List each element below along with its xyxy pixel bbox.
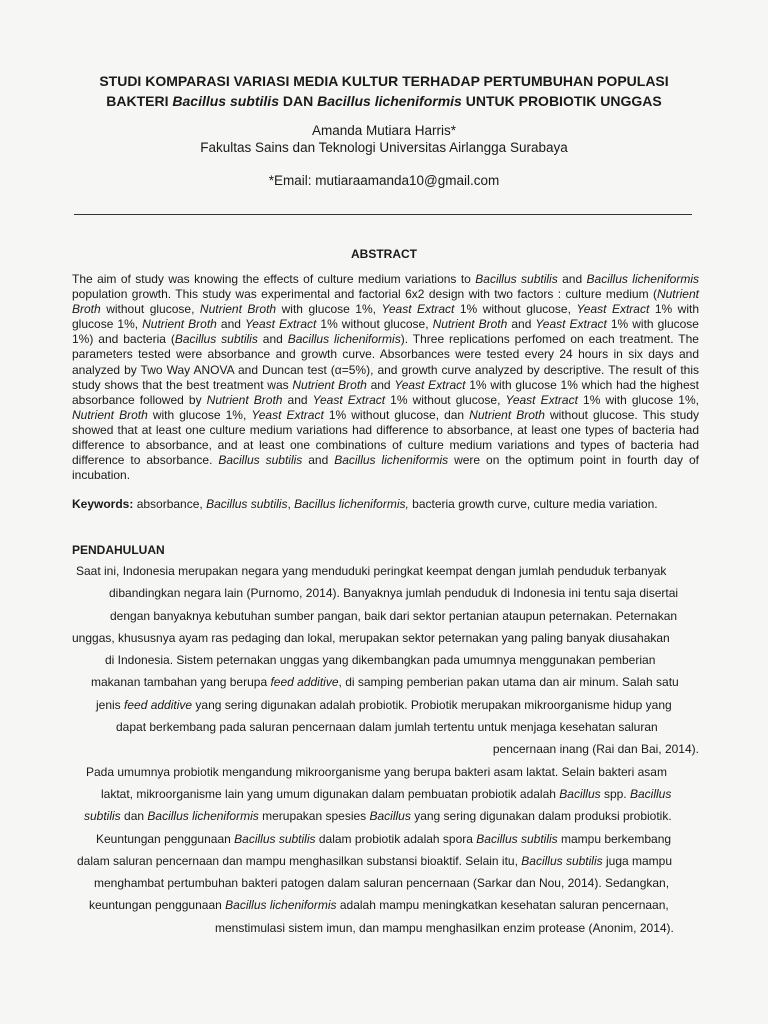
text-run: 1% without glucose,	[454, 302, 577, 317]
text-run: merupakan spesies	[258, 809, 370, 824]
italic-term: Yeast Extract	[394, 377, 466, 392]
abstract-heading: ABSTRACT	[351, 247, 417, 261]
body-line	[72, 917, 699, 939]
text-run: without glucose. This study showed that at least one culture medium variations had difference to absorbance, at least one types of bacteria had difference to absorbance, and at least one combinations of culture medium variations and types of bacteria had difference to absorbance.	[72, 407, 699, 468]
italic-term: Bacillus licheniformis	[334, 453, 449, 468]
text-run: spp.	[600, 786, 630, 801]
italic-term: Bacillus subtilis	[234, 831, 316, 846]
italic-term: Bacillus subtilis	[174, 332, 258, 347]
author-affiliation: Fakultas Sains dan Teknologi Universitas Airlangga Surabaya	[200, 140, 568, 155]
text-run: dalam saluran pencernaan dan mampu menghasilkan substansi bioaktif. Selain itu,	[77, 853, 522, 868]
text-run: 1% without glucose, dan	[323, 407, 470, 422]
italic-term: Nutrient Broth	[142, 317, 217, 332]
text-run: dengan banyaknya kebutuhan sumber pangan, baik dari sektor pertanian ataupun peternakan. Peternakan	[110, 608, 678, 623]
body-line	[72, 738, 699, 760]
text-run: menstimulasi sistem imun, dan mampu menghasilkan enzim protease (Anonim, 2014).	[215, 920, 674, 935]
body-line	[72, 560, 699, 582]
text-run: and	[366, 377, 395, 392]
body-line	[72, 761, 699, 783]
italic-term: Bacillus licheniformis	[287, 332, 401, 347]
text-run: 1% without glucose,	[316, 317, 433, 332]
text-run: 1% with glucose 1%,	[577, 392, 699, 407]
italic-term: Bacillus	[369, 809, 411, 824]
body-line	[72, 649, 699, 671]
text-run: without glucose,	[100, 302, 200, 317]
keywords-line	[72, 496, 699, 512]
italic-term: Bacillus subtilis	[475, 272, 558, 286]
text-run: , di samping pemberian pakan utama dan air minum. Salah satu	[338, 675, 679, 690]
text-run: bacteria growth curve, culture media variation.	[408, 497, 658, 511]
italic-term: Nutrient Broth	[206, 392, 283, 407]
italic-term: Bacillus subtilis	[206, 497, 288, 511]
text-run: with glucose 1%,	[276, 302, 382, 317]
text-run: makanan tambahan yang berupa	[91, 675, 271, 690]
text-run: menghambat pertumbuhan bakteri patogen dalam saluran pencernaan (Sarkar dan Nou, 2014). Sedangkan,	[94, 876, 670, 891]
italic-term: Nutrient Broth	[199, 302, 277, 317]
introduction-body	[72, 560, 699, 939]
text-run: absorbance,	[133, 497, 207, 511]
italic-term: Yeast Extract	[381, 302, 455, 317]
italic-term: Nutrient Broth	[72, 407, 148, 422]
italic-term: Bacillus subtilis	[476, 831, 558, 846]
italic-term: Nutrient Broth	[72, 287, 699, 317]
text-run: and	[302, 453, 335, 468]
italic-term: feed additive	[270, 675, 339, 690]
italic-term: Bacillus	[629, 786, 672, 801]
italic-term: feed additive	[124, 697, 193, 712]
text-run: adalah mampu meningkatkan kesehatan saluran pencernaan,	[336, 898, 669, 913]
body-line	[72, 894, 699, 916]
text-run: and	[557, 272, 587, 286]
body-line	[72, 605, 699, 627]
text-run: were on the optimum point in fourth day of incubation.	[72, 453, 699, 483]
italic-term: Bacillus licheniformis,	[294, 497, 409, 511]
text-run: 1% without glucose,	[385, 392, 506, 407]
text-run: yang sering digunakan dalam produksi probiotik.	[410, 809, 672, 824]
text-run: juga mampu	[602, 853, 673, 868]
text-run: Pada umumnya probiotik mengandung mikroorganisme yang berupa bakteri asam laktat. Selain bakteri asam	[86, 764, 667, 779]
italic-term: Bacillus licheniformis	[586, 272, 699, 286]
italic-term: Yeast Extract	[312, 392, 386, 407]
text-run: dan	[120, 809, 148, 824]
text-run: dalam probiotik adalah spora	[315, 831, 477, 846]
text-run: 1% with glucose 1%) and bacteria (	[72, 317, 699, 347]
text-run: Keuntungan penggunaan	[96, 831, 235, 846]
text-run: di Indonesia. Sistem peternakan unggas yang dikembangkan pada umumnya menggunakan pemberian	[105, 653, 656, 668]
text-run: laktat, mikroorganisme lain yang umum digunakan dalam pembuatan probiotik adalah	[101, 786, 560, 801]
text-run: and	[282, 392, 313, 407]
keywords-label: Keywords:	[72, 497, 134, 511]
italic-term: Bacillus	[559, 786, 601, 801]
italic-term: Yeast Extract	[244, 317, 317, 332]
text-run: Saat ini, Indonesia merupakan negara yang menduduki peringkat keempat dengan jumlah penduduk terbanyak	[76, 564, 667, 578]
italic-term: Yeast Extract	[576, 302, 650, 317]
text-run: with glucose 1%,	[147, 407, 252, 422]
paper-title	[40, 71, 728, 111]
body-line	[72, 805, 699, 827]
italic-term: subtilis	[84, 809, 121, 824]
body-line	[72, 627, 699, 649]
text-run: jenis	[96, 697, 125, 712]
title-line-2: BAKTERI Bacillus subtilis DAN Bacillus licheniformis UNTUK PROBIOTIK UNGGAS	[106, 93, 662, 109]
italic-term: Bacillus licheniformis	[147, 809, 259, 824]
text-run: unggas, khususnya ayam ras pedaging dan lokal, merupakan sektor peternakan yang paling banyak diusahakan	[72, 630, 670, 645]
section-heading-pendahuluan: PENDAHULUAN	[72, 543, 165, 557]
text-run: 1% with glucose 1% which had the highest absorbance followed by	[72, 377, 699, 407]
italic-term: Bacillus licheniformis	[225, 898, 337, 913]
text-run: ,	[287, 497, 295, 511]
text-run: keuntungan penggunaan	[89, 898, 226, 913]
author-email: *Email: mutiaraamanda10@gmail.com	[268, 173, 500, 188]
text-run: ). Three replications perfomed on each treatment. The parameters tested were absorbance and growth curve. Absorbances were tested every 24 hours in six days and analyzed by Two Way ANOVA and Duncan test (α=5%), and growth curve analyzed by descriptive. The result of this study shows that the best treatment was	[72, 332, 699, 392]
italic-term: Bacillus subtilis	[521, 853, 603, 868]
header-divider	[74, 214, 692, 215]
text-run: The aim of study was knowing the effects of culture medium variations to	[72, 272, 476, 286]
italic-term: Nutrient Broth	[469, 407, 545, 422]
body-line	[72, 671, 699, 693]
body-line	[72, 694, 699, 716]
body-line	[72, 828, 699, 850]
text-run: pencernaan inang (Rai dan Bai, 2014).	[492, 742, 699, 757]
body-line	[72, 716, 699, 738]
italic-term: Yeast Extract	[505, 392, 578, 407]
text-run: population growth. This study was experimental and factorial 6x2 design with two factors : culture medium (	[72, 287, 657, 302]
body-line	[72, 872, 699, 894]
italic-term: Nutrient Broth	[292, 377, 367, 392]
italic-term: Bacillus subtilis	[218, 453, 303, 468]
text-run: mampu berkembang	[557, 831, 672, 846]
author-name: Amanda Mutiara Harris*	[311, 123, 457, 138]
title-line-1: STUDI KOMPARASI VARIASI MEDIA KULTUR TERHADAP PERTUMBUHAN POPULASI	[99, 73, 669, 89]
text-run: yang sering digunakan adalah probiotik. Probiotik merupakan mikroorganisme hidup yang	[192, 697, 672, 712]
text-run: dibandingkan negara lain (Purnomo, 2014). Banyaknya jumlah penduduk di Indonesia ini tentu saja disertai	[109, 586, 679, 601]
text-run: and	[257, 332, 288, 347]
text-run: 1% with glucose 1%,	[72, 302, 699, 332]
text-run: and	[216, 317, 245, 332]
body-line	[72, 783, 699, 805]
italic-term: Yeast Extract	[535, 317, 607, 332]
text-run: dapat berkembang pada saluran pencernaan dalam jumlah tertentu untuk menjaga kesehatan saluran	[116, 720, 658, 735]
italic-term: Nutrient Broth	[432, 317, 508, 332]
italic-term: Yeast Extract	[251, 407, 324, 422]
abstract-text	[72, 272, 699, 483]
text-run: and	[507, 317, 536, 332]
body-line	[72, 582, 699, 604]
body-line	[72, 850, 699, 872]
